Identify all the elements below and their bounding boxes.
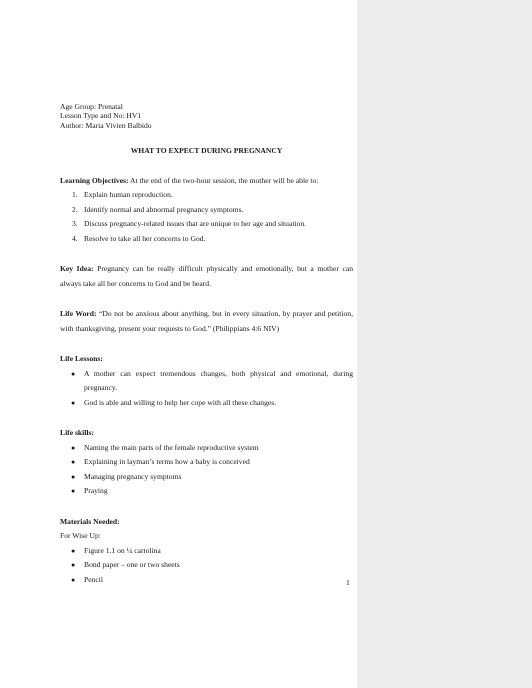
life-word-paragraph bbox=[60, 307, 353, 336]
author-line: Author: Maria Vivien Balbido bbox=[60, 120, 152, 130]
bullet-icon: ● bbox=[71, 561, 76, 570]
materials-section bbox=[60, 515, 353, 588]
list-item bbox=[60, 232, 353, 247]
document-title: WHAT TO EXPECT DURING PREGNANCY bbox=[130, 146, 283, 156]
key-idea-text: Pregnancy can be really difficult physically and emotionally, but a mother can always take all her concerns to God and be heard. bbox=[60, 264, 353, 288]
key-idea-section bbox=[60, 262, 353, 291]
list-item bbox=[60, 544, 353, 559]
list-number: 4. bbox=[72, 233, 78, 243]
list-item-text: Praying bbox=[84, 486, 108, 496]
bullet-icon: ● bbox=[71, 546, 76, 555]
list-item bbox=[60, 573, 353, 588]
key-idea-paragraph bbox=[60, 262, 353, 291]
list-item-text: Explain human reproduction. bbox=[84, 190, 173, 200]
bullet-icon: ● bbox=[71, 458, 76, 467]
list-item-text: Naming the main parts of the female reproductive system bbox=[84, 442, 259, 452]
bullet-icon: ● bbox=[71, 472, 76, 481]
list-item-text: A mother can expect tremendous changes, both physical and emotional, during pregnancy. bbox=[84, 368, 353, 393]
list-item-text: Pencil bbox=[84, 574, 103, 584]
objectives-list bbox=[60, 188, 353, 246]
bullet-icon: ● bbox=[71, 369, 76, 378]
life-word-text: “Do not be anxious about anything, but in every situation, by prayer and petition, with thanksgiving, present your requests to God.” (Philippians 4:6 NIV) bbox=[60, 309, 353, 333]
list-item-text: God is able and willing to help her cope with all these changes. bbox=[84, 397, 277, 407]
materials-heading: Materials Needed: bbox=[60, 516, 120, 526]
life-lessons-heading: Life Lessons: bbox=[60, 354, 103, 364]
list-item-text: Discuss pregnancy-related issues that are unique to her age and situation. bbox=[84, 219, 307, 229]
list-item bbox=[60, 470, 353, 485]
life-lessons-list bbox=[60, 367, 353, 411]
list-item bbox=[60, 455, 353, 470]
age-group-line: Age Group: Prenatal bbox=[60, 102, 123, 111]
bullet-icon: ● bbox=[71, 575, 76, 584]
list-item-text: Figure 1.1 on ¼ cartolina bbox=[84, 545, 161, 555]
comment-margin-pane bbox=[357, 0, 532, 688]
list-number: 1. bbox=[72, 190, 78, 200]
life-lessons-section bbox=[60, 352, 353, 410]
list-item bbox=[60, 396, 353, 411]
list-item-text: Identify normal and abnormal pregnancy symptoms. bbox=[84, 204, 244, 214]
life-word-label: Life Word: bbox=[60, 309, 97, 319]
list-item bbox=[60, 217, 353, 232]
life-word-section bbox=[60, 307, 353, 336]
document-body bbox=[60, 102, 353, 587]
list-item bbox=[60, 558, 353, 573]
list-item bbox=[60, 203, 353, 218]
life-skills-list bbox=[60, 441, 353, 499]
page-number: 1 bbox=[346, 578, 350, 587]
learning-objectives-intro bbox=[60, 174, 353, 189]
list-item-text: Resolve to take all her concerns to God. bbox=[84, 233, 206, 243]
key-idea-label: Key Idea: bbox=[60, 264, 94, 274]
list-item-text: Explaining in layman’s terms how a baby is conceived bbox=[84, 457, 250, 467]
learning-objectives-section bbox=[60, 174, 353, 247]
list-number: 3. bbox=[72, 219, 78, 229]
list-item-text: Managing pregnancy symptoms bbox=[84, 471, 182, 481]
materials-list bbox=[60, 544, 353, 588]
bullet-icon: ● bbox=[71, 487, 76, 496]
life-skills-section bbox=[60, 426, 353, 499]
bullet-icon: ● bbox=[71, 443, 76, 452]
learning-objectives-label: Learning Objectives: bbox=[60, 175, 129, 185]
lesson-type-line: Lesson Type and No: HV1 bbox=[60, 111, 142, 121]
life-skills-heading: Life skills: bbox=[60, 428, 94, 438]
list-number: 2. bbox=[72, 204, 78, 214]
bullet-icon: ● bbox=[71, 398, 76, 407]
list-item-text: Bond paper – one or two sheets bbox=[84, 560, 180, 570]
list-item bbox=[60, 484, 353, 499]
materials-subhead: For Wise Up: bbox=[60, 531, 101, 541]
learning-objectives-intro-text: At the end of the two-hour session, the mother will be able to: bbox=[128, 175, 319, 185]
list-item bbox=[60, 367, 353, 396]
list-item bbox=[60, 188, 353, 203]
list-item bbox=[60, 441, 353, 456]
